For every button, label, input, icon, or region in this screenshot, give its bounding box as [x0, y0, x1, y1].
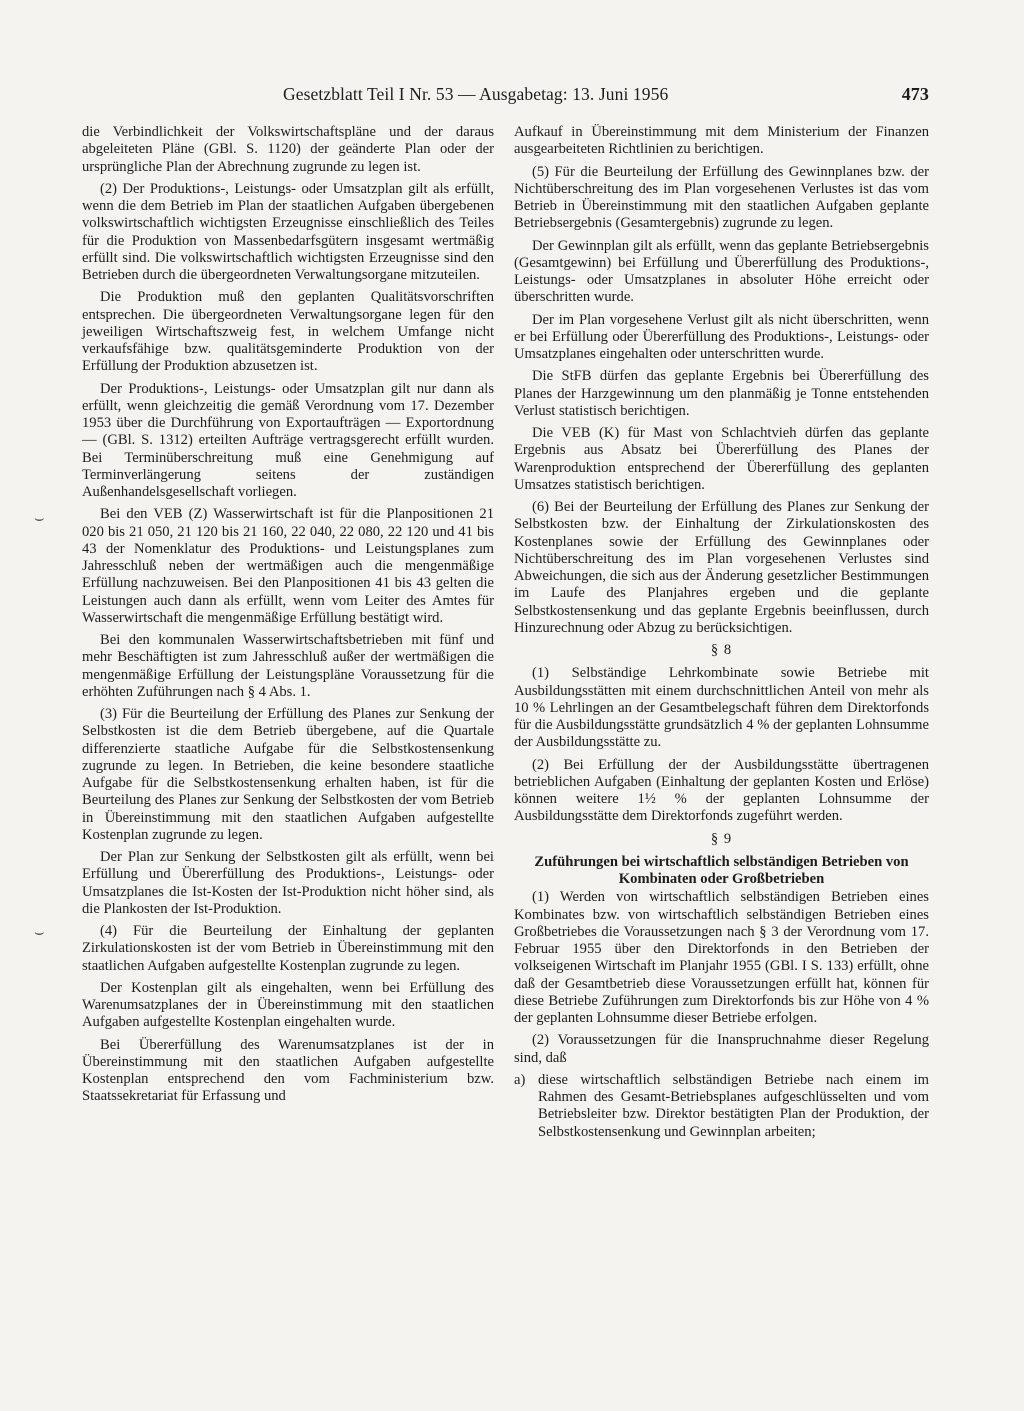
paragraph: (2) Voraussetzungen für die Inanspruchnahme dieser Regelung sind, daß [514, 1032, 929, 1066]
list-item [514, 1072, 929, 1141]
paragraph: Der Kostenplan gilt als eingehalten, wenn bei Erfüllung des Warenumsatzplanes der in Übereinstimmung mit den staatlichen Aufgaben aufgestellte Kostenplan eingehalten wurde. [82, 979, 494, 1031]
list-item-text: diese wirtschaftlich selbständigen Betriebe nach einem im Rahmen des Gesamt-Betriebsplanes aufgeschlüsselten und vom Betriebsleiter bzw. Direktor bestätigten Plan der Produktion, der Selbstkostensenkung und Gewinnplan arbeiten; [538, 1071, 929, 1140]
paragraph: die Verbindlichkeit der Volkswirtschaftspläne und der daraus abgeleiteten Pläne (GBl. S. 1120) der geänderte Plan oder der ursprüngliche Plan der Abrechnung zugrunde zu legen ist. [82, 124, 494, 175]
paragraph: Bei Übererfüllung des Warenumsatzplanes ist der in Übereinstimmung mit den staatlichen Aufgaben aufgestellte Kostenplan entsprechend den vom Fachministerium bzw. Staatssekretariat für Erfassung und [82, 1036, 494, 1105]
paragraph: Der Produktions-, Leistungs- oder Umsatzplan gilt nur dann als erfüllt, wenn gleichzeitig die gemäß Verordnung vom 17. Dezember 1953 über die Durchführung von Exportaufträgen — Exportordnung — (GBl. S. 1312) erteilten Aufträge vertragsgerecht erfüllt wurden. Bei Terminüberschreitung muß eine Genehmigung auf Terminverlängerung seitens der zuständigen Außenhandelsgesellschaft vorliegen. [82, 380, 494, 500]
section-number: § 8 [710, 642, 733, 658]
paragraph: Die Produktion muß den geplanten Qualitätsvorschriften entsprechen. Die übergeordneten Verwaltungsorgane legen für den jeweiligen Wirtschaftszweig fest, in welchem Umfange nicht verkaufsfähige bzw. qualitätsgeminderte Produktion von der Erfüllung der Produktion abzusetzen ist. [82, 289, 494, 375]
header-title: Gesetzblatt Teil I Nr. 53 — Ausgabetag: 13. Juni 1956 [283, 84, 669, 104]
page-header [283, 84, 929, 105]
paragraph: Die StFB dürfen das geplante Ergebnis bei Übererfüllung des Planes der Harzgewinnung um den planmäßig je Tonne entstehenden Verlust statistisch berichtigen. [514, 368, 929, 419]
margin-tick-mark: ⌣ [34, 922, 45, 941]
page-number: 473 [901, 84, 929, 104]
paragraph: (3) Für die Beurteilung der Erfüllung des Planes zur Senkung der Selbstkosten ist die dem Betrieb übergebene, auf die Quartale differenzierte staatliche Aufgabe für die Selbstkostensenkung zugrunde zu legen. In Betrieben, die keine besondere staatliche Aufgabe für die Selbstkostensenkung erhalten haben, ist für die Beurteilung des Planes zur Senkung der Selbstkosten der vom Betrieb in Übereinstimmung mit den staatlichen Aufgaben aufgestellte Kostenplan zugrunde zu legen. [82, 706, 494, 843]
right-column [514, 124, 929, 1145]
left-column [82, 124, 494, 1111]
paragraph: (2) Der Produktions-, Leistungs- oder Umsatzplan gilt als erfüllt, wenn die dem Betrieb im Plan der staatlichen Aufgaben übergebenen volkswirtschaftlich wichtigsten Erzeugnisse einschließlich des Teiles für die Produktion von Massenbedarfsgütern insgesamt wertmäßig erfüllt sind. Die volkswirtschaftlich wichtigsten Erzeugnisse sind den Betrieben durch die übergeordneten Verwaltungsorgane mitzuteilen. [82, 180, 494, 283]
paragraph: (2) Bei Erfüllung der der Ausbildungsstätte übertragenen betrieblichen Aufgaben (Einhaltung der geplanten Kosten und Erlöse) können weitere 1½ % der geplanten Lohnsumme der Ausbildungsstätte dem Direktorfonds zugeführt werden. [514, 756, 929, 825]
paragraph: Die VEB (K) für Mast von Schlachtvieh dürfen das geplante Ergebnis aus Absatz bei Übererfüllung des Planes der Warenproduktion entsprechend der Übererfüllung des geplanten Umsatzes statistisch berichtigen. [514, 425, 929, 493]
paragraph: Der Gewinnplan gilt als erfüllt, wenn das geplante Betriebsergebnis (Gesamtgewinn) bei Erfüllung und Übererfüllung des Produktions-, Leistungs- oder Umsatzplanes in absoluter Höhe erreicht oder überschritten wurde. [514, 237, 929, 306]
paragraph: (6) Bei der Beurteilung der Erfüllung des Planes zur Senkung der Selbstkosten bzw. der Einhaltung der Zirkulationskosten des Kostenplanes sowie der Erfüllung des Gewinnplanes oder Nichtüberschreitung des im Plan vorgesehenen Verlustes sind Abweichungen, die sich aus der Änderung gesetzlicher Bestimmungen im Laufe des Planjahres ergeben und die geplante Selbstkostensenkung und das geplante Ergebnis beeinflussen, durch Hinzurechnung oder Abzug zu berücksichtigen. [514, 499, 929, 636]
paragraph: Bei den kommunalen Wasserwirtschaftsbetrieben mit fünf und mehr Beschäftigten ist zum Jahresschluß außer der wertmäßigen die mengenmäßige Erfüllung der Leistungspläne Voraussetzung für die erhöhten Zuführungen nach § 4 Abs. 1. [82, 632, 494, 700]
list-item-label: a) [514, 1071, 526, 1088]
paragraph: Aufkauf in Übereinstimmung mit dem Ministerium der Finanzen ausgearbeiteten Richtlinien zu berichtigen. [514, 124, 929, 158]
section-heading: Zuführungen bei wirtschaftlich selbständigen Betrieben von Kombinaten oder Großbetrieben [534, 853, 909, 887]
paragraph: (1) Werden von wirtschaftlich selbständigen Betrieben eines Kombinates bzw. von wirtschaftlich selbständigen Betrieben eines Großbetriebes die Voraussetzungen nach § 3 der Verordnung vom 17. Februar 1955 über den Direktorfonds in den Betrieben der volkseigenen Wirtschaft im Planjahr 1955 (GBl. I S. 133) erfüllt, ohne daß der Gesamtbetrieb diese Voraussetzungen erfüllt hat, können für diese Betriebe Zuführungen zum Direktorfonds bis zur Höhe von 4 % der geplanten Lohnsumme dieser Betriebe erfolgen. [514, 889, 929, 1026]
paragraph: Der im Plan vorgesehene Verlust gilt als nicht überschritten, wenn er bei Erfüllung oder Übererfüllung des Produktions-, Leistungs- oder Umsatzplanes eingehalten oder unterschritten wurde. [514, 311, 929, 362]
paragraph: (5) Für die Beurteilung der Erfüllung des Gewinnplanes bzw. der Nichtüberschreitung des im Plan vorgesehenen Verlustes ist das vom Betrieb in Übereinstimmung mit den staatlichen Aufgaben geplante Betriebsergebnis (Gesamtergebnis) zugrunde zu legen. [514, 163, 929, 232]
paragraph: Bei den VEB (Z) Wasserwirtschaft ist für die Planpositionen 21 020 bis 21 050, 21 120 bis 21 160, 22 040, 22 080, 22 120 und 41 bis 43 der Nomenklatur des Produktions- und Leistungsplanes zum Jahresschluß neben der wertmäßigen auch die mengenmäßige Erfüllung nachzuweisen. Bei den Planpositionen 41 bis 43 gelten die Leistungen auch dann als erfüllt, wenn vom Leiter des Amtes für Wasserwirtschaft die mengenmäßige Erfüllung bestätigt wird. [82, 506, 494, 626]
section-number: § 9 [710, 830, 733, 847]
paragraph: (1) Selbständige Lehrkombinate sowie Betriebe mit Ausbildungsstätten mit einem durchschnittlichen Anteil von mehr als 10 % Lehrlingen an der Gesamtbelegschaft führen dem Direktorfonds für die Ausbildungsstätte grundsätzlich 4 % der geplanten Lohnsumme der Ausbildungsstätte zu. [514, 665, 929, 751]
paragraph: (4) Für die Beurteilung der Einhaltung der geplanten Zirkulationskosten ist der vom Betrieb in Übereinstimmung mit den staatlichen Aufgaben aufgestellte Kostenplan zugrunde zu legen. [82, 923, 494, 974]
margin-tick-mark: ⌣ [34, 508, 45, 527]
paragraph: Der Plan zur Senkung der Selbstkosten gilt als erfüllt, wenn bei Erfüllung und Übererfüllung des Produktions-, Leistungs- oder Umsatzplanes die Ist-Kosten der Ist-Produktion nicht höher sind, als die Plankosten der Ist-Produktion. [82, 849, 494, 917]
